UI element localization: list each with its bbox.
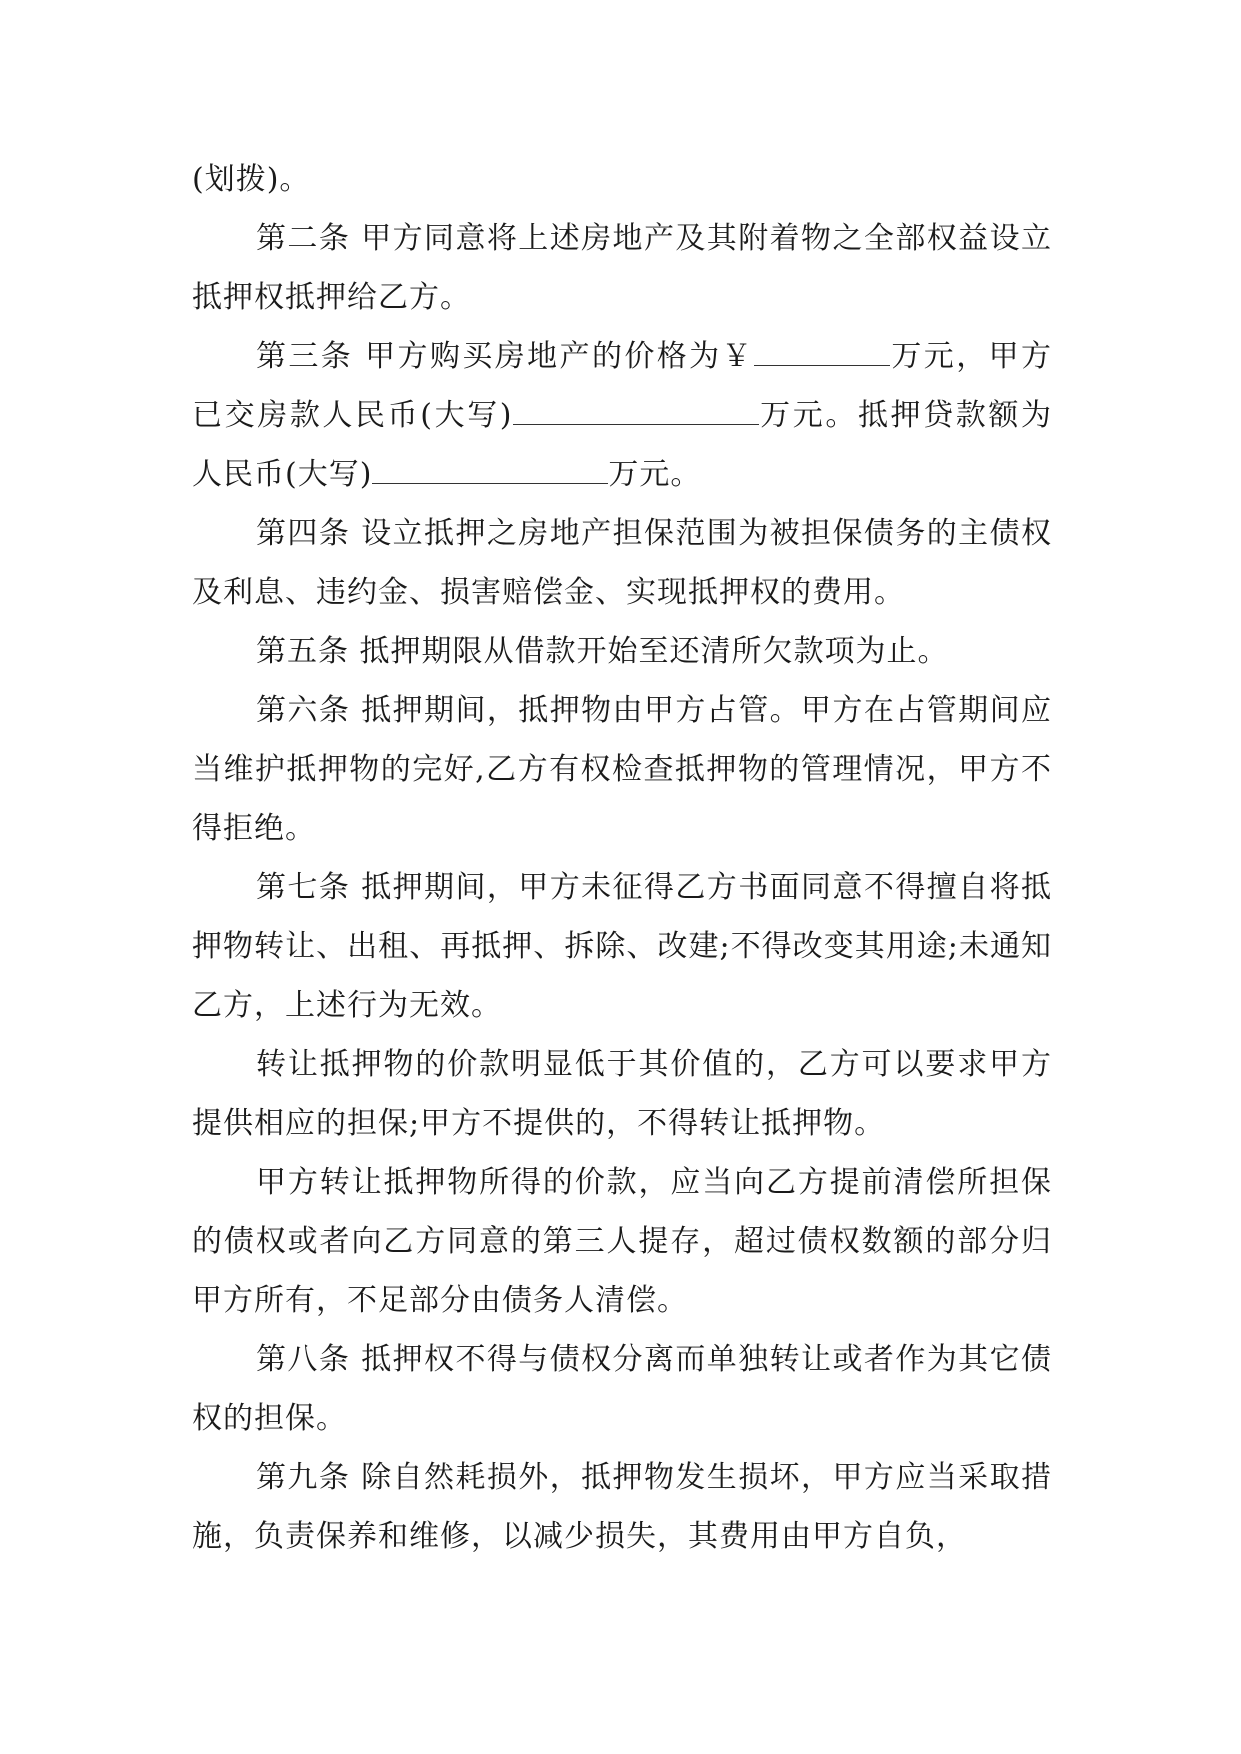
paragraph-continuation: (划拨)。 [192, 162, 311, 197]
article-3-part-1: 第三条 甲方购买房地产的价格为￥ [256, 339, 754, 374]
article-5: 第五条 抵押期限从借款开始至还清所欠款项为止。 [256, 634, 949, 669]
article-3-part-2: 万元，甲方已交房款人民币(大写) [192, 339, 1052, 433]
article-6: 第六条 抵押期间，抵押物由甲方占管。甲方在占管期间应当维护抵押物的完好,乙方有权检查抵押物的管理情况，甲方不得拒绝。 [192, 693, 1052, 846]
price-blank[interactable] [754, 339, 890, 366]
article-3-part-3: 万元。抵押贷款额为人民币(大写) [192, 398, 1052, 492]
document-body [192, 150, 1052, 1566]
article-3 [192, 327, 1052, 504]
article-9: 第九条 除自然耗损外，抵押物发生损坏，甲方应当采取措施，负责保养和维修，以减少损失，其费用由甲方自负， [192, 1460, 1052, 1554]
article-3-part-4: 万元。 [608, 457, 702, 492]
article-7-clause-3: 甲方转让抵押物所得的价款，应当向乙方提前清偿所担保的债权或者向乙方同意的第三人提存，超过债权数额的部分归甲方所有，不足部分由债务人清偿。 [192, 1165, 1052, 1318]
paid-amount-blank[interactable] [513, 398, 759, 425]
article-7: 第七条 抵押期间，甲方未征得乙方书面同意不得擅自将抵押物转让、出租、再抵押、拆除、改建;不得改变其用途;未通知乙方，上述行为无效。 [192, 870, 1052, 1023]
article-7-clause-2: 转让抵押物的价款明显低于其价值的，乙方可以要求甲方提供相应的担保;甲方不提供的，不得转让抵押物。 [192, 1047, 1052, 1141]
article-4: 第四条 设立抵押之房地产担保范围为被担保债务的主债权及利息、违约金、损害赔偿金、实现抵押权的费用。 [192, 516, 1052, 610]
loan-amount-blank[interactable] [372, 457, 608, 484]
article-2: 第二条 甲方同意将上述房地产及其附着物之全部权益设立抵押权抵押给乙方。 [192, 221, 1052, 315]
article-8: 第八条 抵押权不得与债权分离而单独转让或者作为其它债权的担保。 [192, 1342, 1052, 1436]
